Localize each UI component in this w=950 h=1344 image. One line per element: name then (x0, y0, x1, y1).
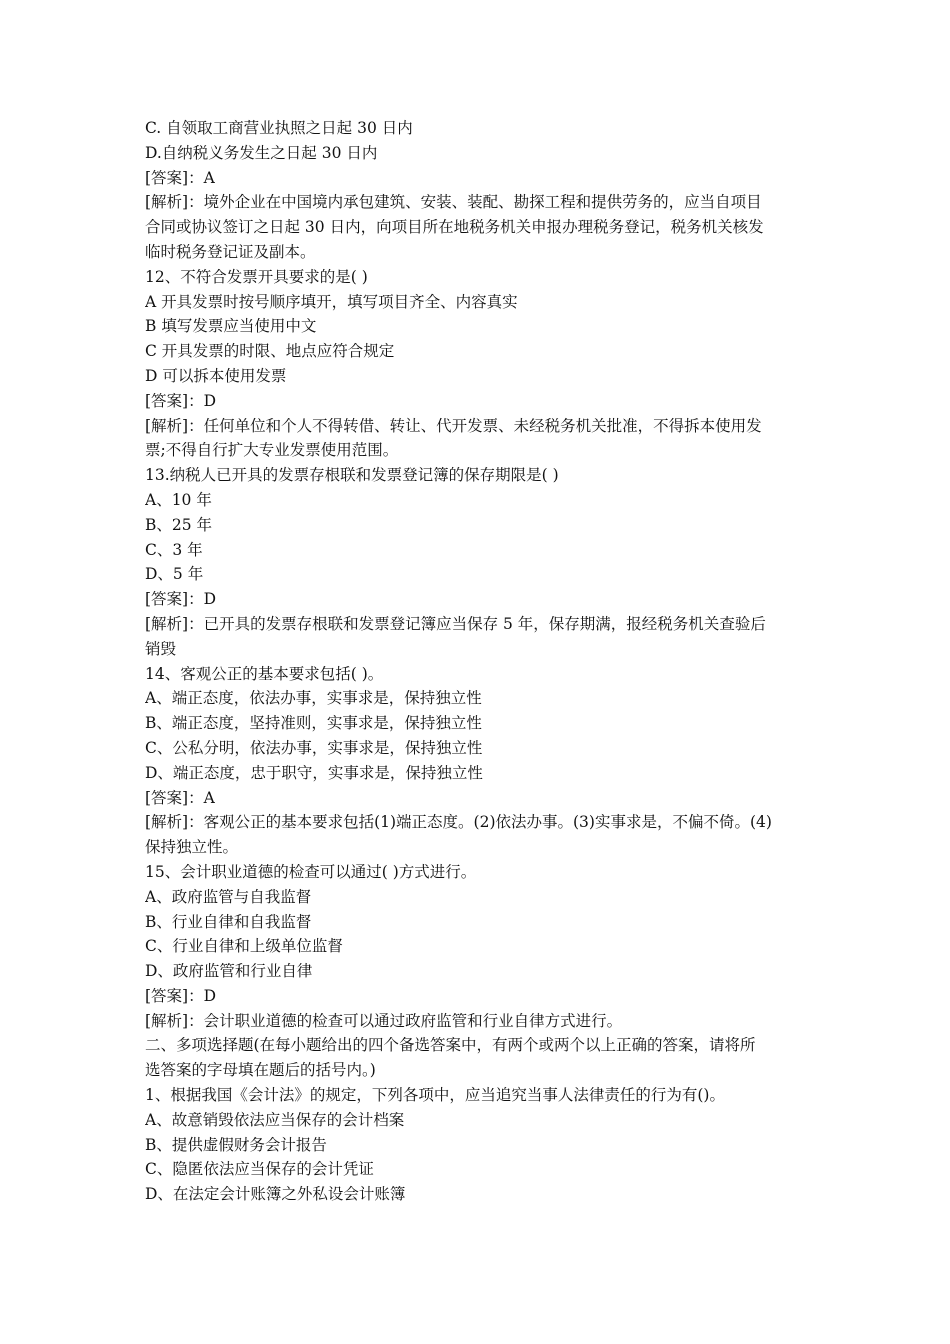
text-line: A、10 年 (145, 490, 212, 509)
text-line: A 开具发票时按号顺序填开，填写项目齐全、内容真实 (145, 292, 518, 311)
text-line: [答案]：D (145, 986, 217, 1005)
text-line: 销毁 (145, 639, 177, 658)
text-line: 15、会计职业道德的检查可以通过( )方式进行。 (145, 862, 477, 881)
text-line: A、端正态度，依法办事，实事求是，保持独立性 (145, 689, 482, 708)
text-line: 14、客观公正的基本要求包括( )。 (145, 664, 384, 683)
text-line: 二、多项选择题(在每小题给出的四个备选答案中，有两个或两个以上正确的答案，请将所 (145, 1036, 756, 1055)
text-line: [解析]：客观公正的基本要求包括(1)端正态度。(2)依法办事。(3)实事求是，不偏不倚。(4) (145, 813, 772, 832)
text-line: 12、不符合发票开具要求的是( ) (145, 267, 368, 286)
text-line: D、政府监管和行业自律 (145, 962, 313, 981)
text-line: [答案]：D (145, 391, 217, 410)
text-line: B 填写发票应当使用中文 (145, 317, 317, 336)
text-line: B、行业自律和自我监督 (145, 912, 312, 931)
text-line: D、5 年 (145, 565, 204, 584)
text-line: 合同或协议签订之日起 30 日内，向项目所在地税务机关申报办理税务登记，税务机关核发 (145, 218, 764, 237)
text-line: D.自纳税义务发生之日起 30 日内 (145, 143, 378, 162)
text-line: 票;不得自行扩大专业发票使用范围。 (145, 441, 399, 460)
text-line: A、故意销毁依法应当保存的会计档案 (145, 1110, 405, 1129)
document-body (145, 116, 813, 1207)
text-line: 保持独立性。 (145, 838, 239, 857)
text-line: C、公私分明，依法办事，实事求是，保持独立性 (145, 738, 483, 757)
text-line: 选答案的字母填在题后的括号内。) (145, 1061, 376, 1080)
text-line: 13.纳税人已开具的发票存根联和发票登记簿的保存期限是( ) (145, 466, 559, 485)
text-line: [答案]：A (145, 168, 215, 187)
text-line: [答案]：A (145, 788, 215, 807)
text-line: B、端正态度，坚持准则，实事求是，保持独立性 (145, 714, 482, 733)
text-line: 1、根据我国《会计法》的规定，下列各项中，应当追究当事人法律责任的行为有()。 (145, 1086, 725, 1105)
text-line: [解析]：境外企业在中国境内承包建筑、安装、装配、勘探工程和提供劳务的，应当自项目 (145, 193, 762, 212)
text-line: [答案]：D (145, 590, 217, 609)
text-line: D 可以拆本使用发票 (145, 366, 287, 385)
text-line: [解析]：已开具的发票存根联和发票登记簿应当保存 5 年，保存期满，报经税务机关查验后 (145, 614, 766, 633)
text-line: [解析]：会计职业道德的检查可以通过政府监管和行业自律方式进行。 (145, 1011, 623, 1030)
text-line: D、端正态度，忠于职守，实事求是，保持独立性 (145, 763, 483, 782)
text-line: 临时税务登记证及副本。 (145, 242, 316, 261)
text-line: B、提供虚假财务会计报告 (145, 1135, 327, 1154)
text-line: C、隐匿依法应当保存的会计凭证 (145, 1160, 374, 1179)
text-line: C 开具发票的时限、地点应符合规定 (145, 342, 395, 361)
text-line: [解析]：任何单位和个人不得转借、转让、代开发票、未经税务机关批准，不得拆本使用发 (145, 416, 762, 435)
text-line: C. 自领取工商营业执照之日起 30 日内 (145, 119, 413, 137)
text-line: D、在法定会计账簿之外私设会计账簿 (145, 1185, 406, 1204)
text-line: A、政府监管与自我监督 (145, 887, 312, 906)
text-line: C、行业自律和上级单位监督 (145, 937, 343, 956)
text-line: C、3 年 (145, 540, 203, 559)
text-line: B、25 年 (145, 515, 213, 534)
